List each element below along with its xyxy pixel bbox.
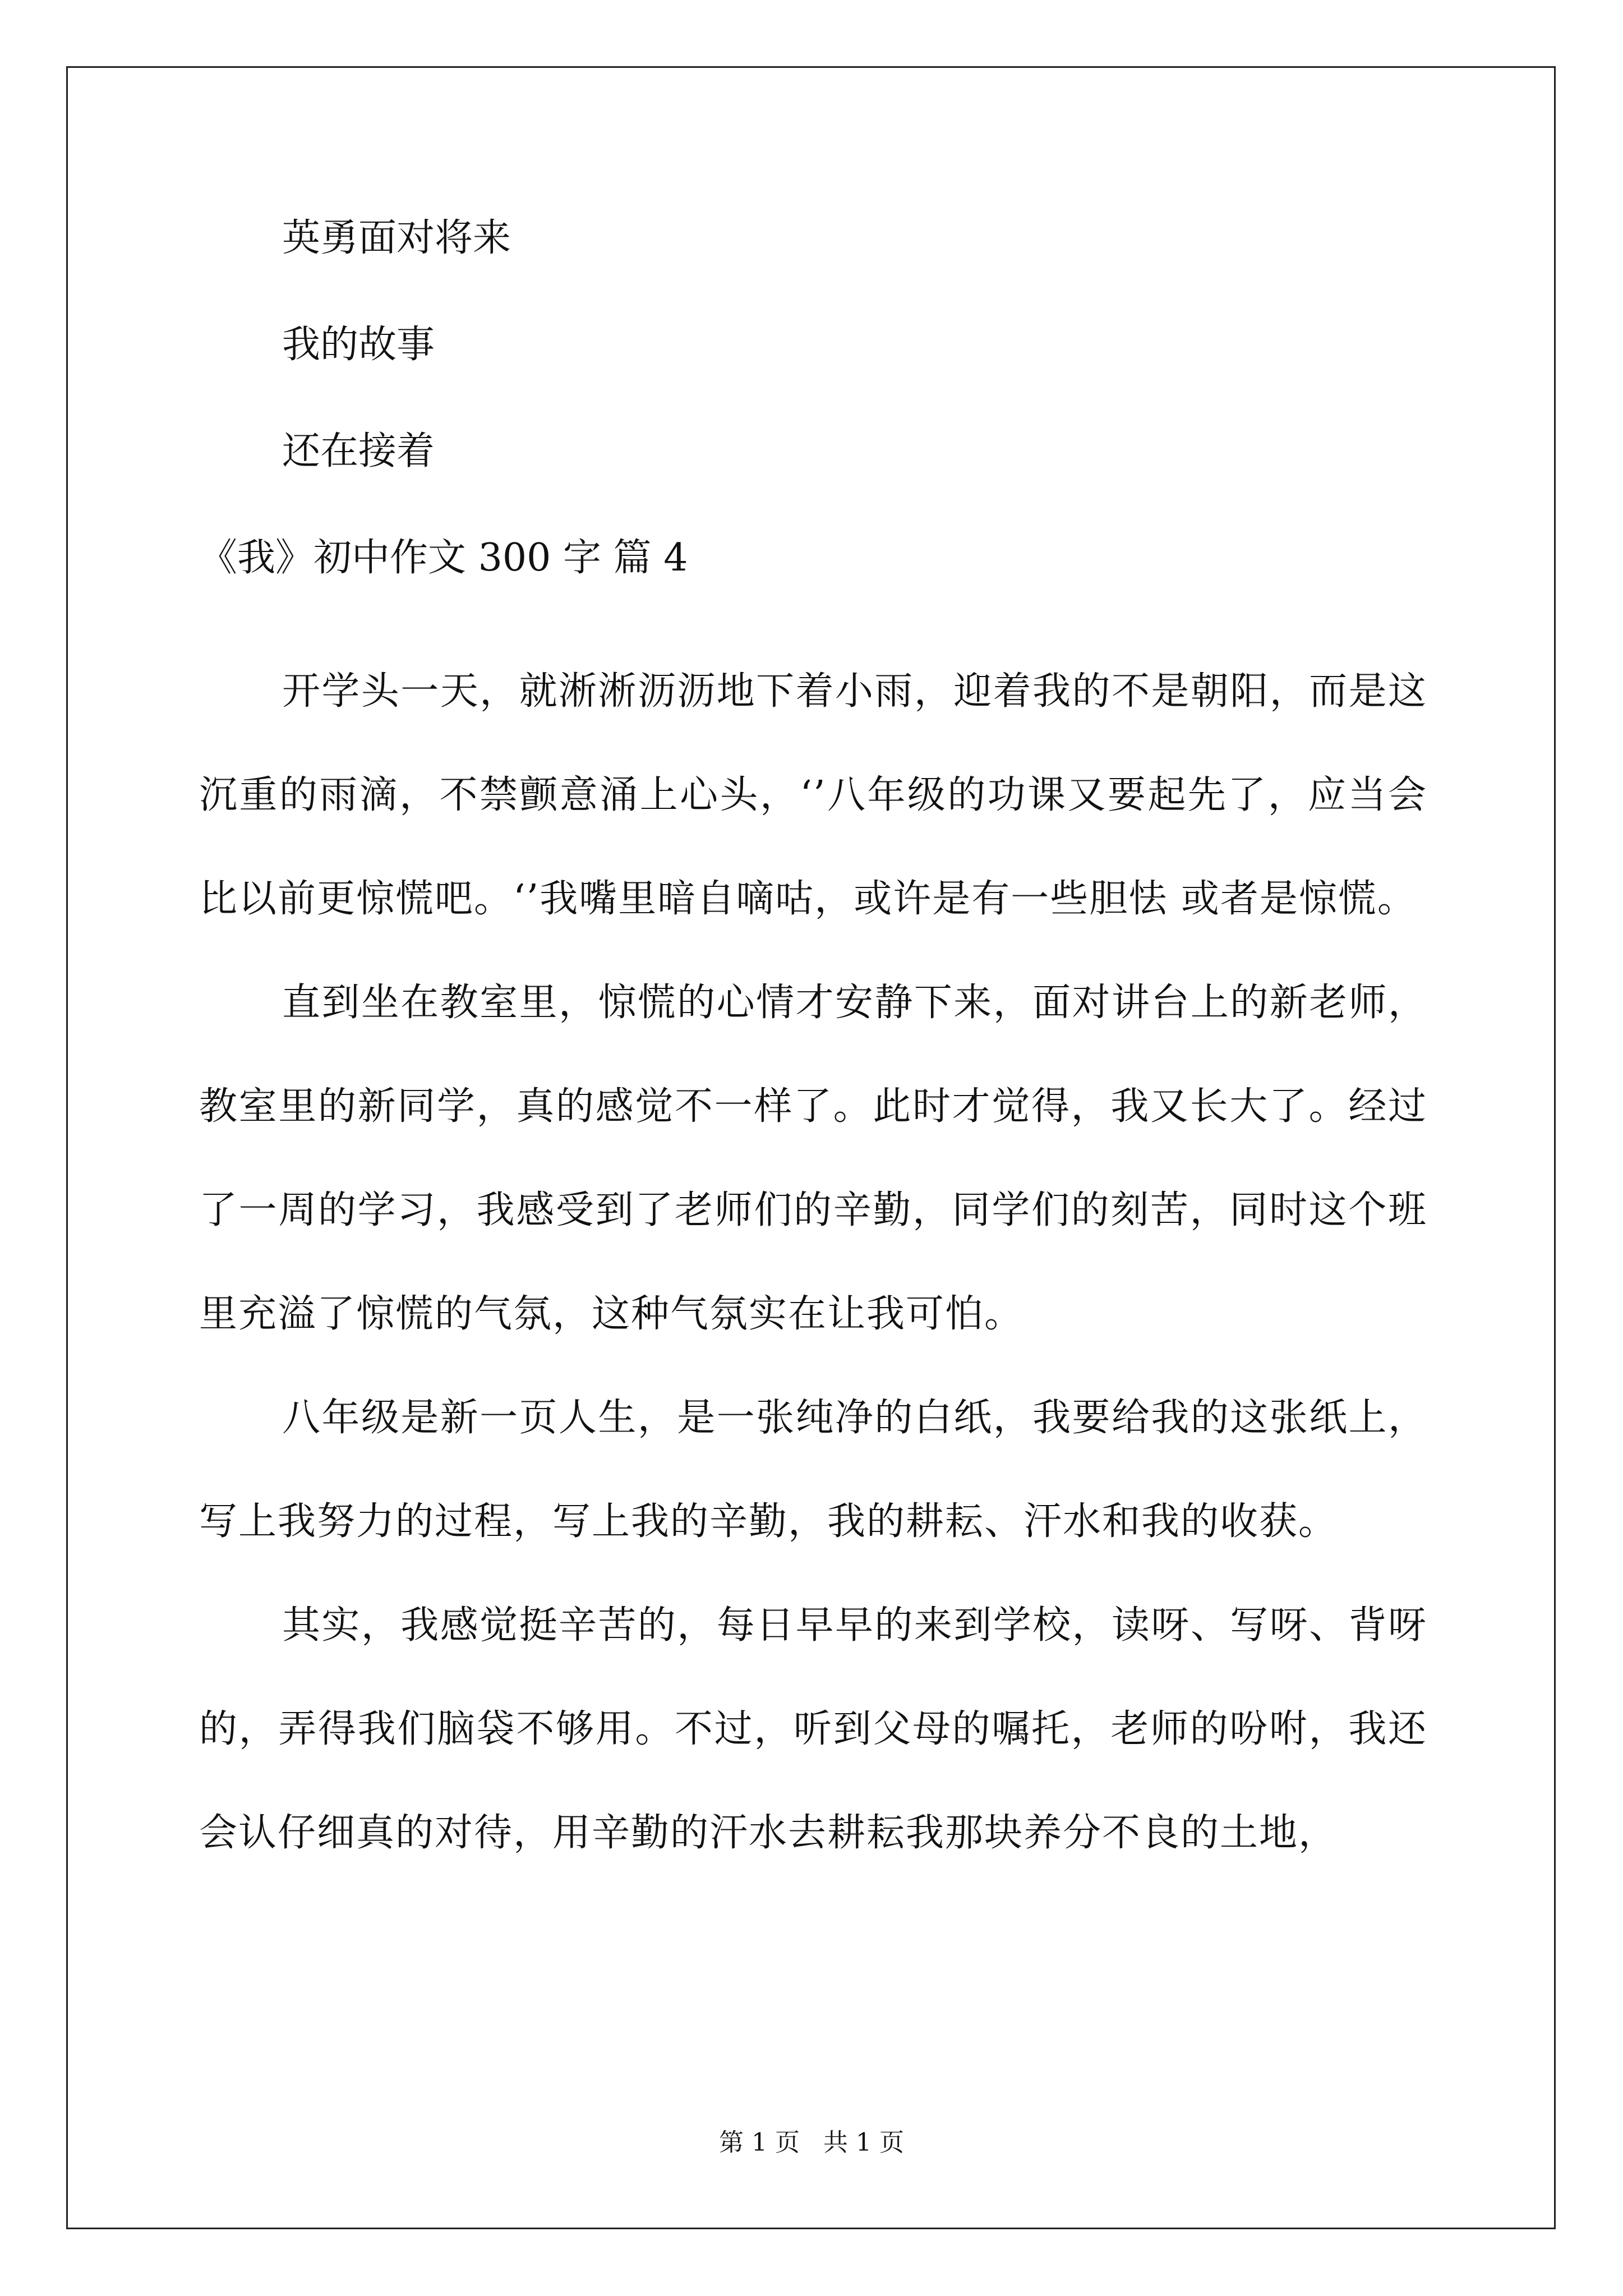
- page-footer: [0, 2126, 1623, 2160]
- paragraph-4: 其实，我感觉挺辛苦的，每日早早的来到学校，读呀、写呀、背呀的，弄得我们脑袋不够用。不过，听到父母的嘱托，老师的吩咐，我还会认仔细真的对待，用辛勤的汗水去耕耘我那块养分不良的土地，: [199, 1603, 1427, 1855]
- poem-line-1: 英勇面对将来: [282, 216, 511, 260]
- poem-line-3: 还在接着: [282, 429, 435, 473]
- paragraph-1: 开学头一天，就淅淅沥沥地下着小雨，迎着我的不是朝阳，而是这沉重的雨滴，不禁颤意涌上心头，‘’八年级的功课又要起先了，应当会比以前更惊慌吧。‘’我嘴里暗自嘀咕，或许是有一些胆怯 或者是惊慌。: [199, 669, 1427, 921]
- poem-line-2: 我的故事: [282, 323, 435, 367]
- page-number: 第 1 页: [719, 2128, 800, 2157]
- essay-heading: 《我》初中作文 300 字 篇 4: [199, 536, 688, 580]
- paragraph-3: 八年级是新一页人生，是一张纯净的白纸，我要给我的这张纸上，写上我努力的过程，写上我的辛勤，我的耕耘、汗水和我的收获。: [199, 1396, 1427, 1544]
- paragraph-2: 直到坐在教室里，惊慌的心情才安静下来，面对讲台上的新老师，教室里的新同学，真的感觉不一样了。此时才觉得，我又长大了。经过了一周的学习，我感受到了老师们的辛勤，同学们的刻苦，同时这个班里充溢了惊慌的气氛，这种气氛实在让我可怕。: [199, 981, 1427, 1336]
- page-total: 共 1 页: [823, 2128, 904, 2157]
- document-body: [199, 213, 1427, 1885]
